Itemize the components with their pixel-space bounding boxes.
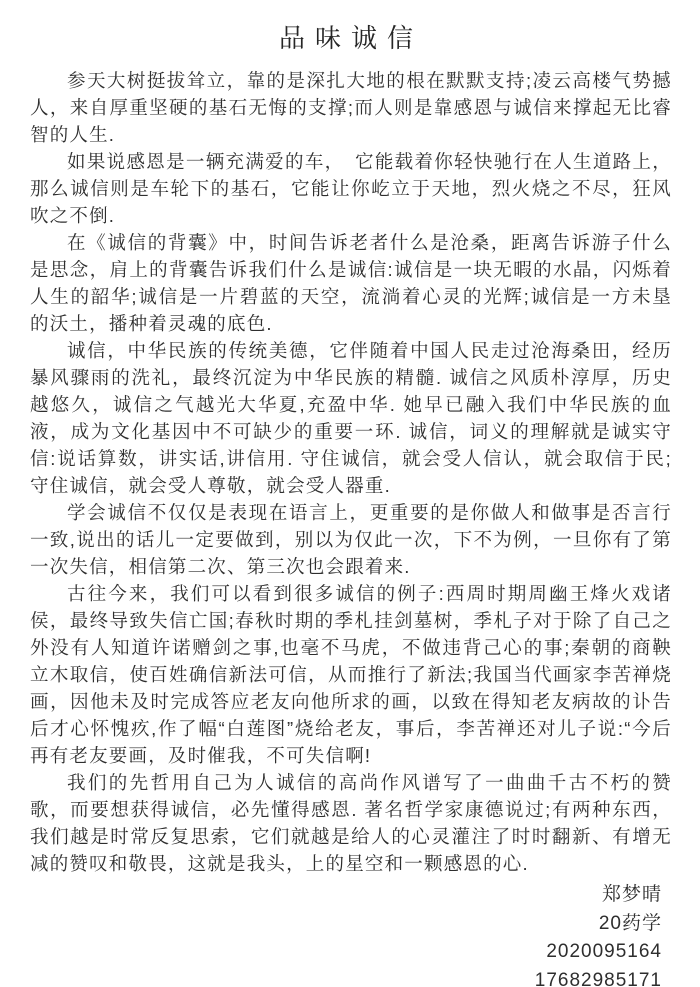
signature-name: 郑梦晴 <box>601 884 662 905</box>
signature-class: 20药学 <box>598 912 662 934</box>
signature-phone: 17682985171 <box>534 969 662 987</box>
essay-paragraph-7: 我们的先哲用自己为人诚信的高尚作风谱写了一曲曲千古不朽的赞歌，而要想获得诚信，必先懂得感恩. 著名哲学家康德说过;有两种东西，我们越是时常反复思索，它们就越是给人的心灵灌注了时时翻新、有增无减的赞叹和敬畏，这就是我头，上的星空和一颗感恩的心. <box>30 772 672 874</box>
essay-paragraph-5: 学会诚信不仅仅是表现在语言上，更重要的是你做人和做事是否言行一致,说出的话儿一定要做到，别以为仅此一次，下不为例，一旦你有了第一次失信，相信第二次、第三次也会跟着来. <box>30 502 672 577</box>
essay-paragraph-3: 在《诚信的背囊》中，时间告诉老者什么是沧桑，距离告诉游子什么是思念，肩上的背囊告诉我们什么是诚信:诚信是一块无暇的水晶，闪烁着人生的韶华;诚信是一片碧蓝的天空，流淌着心灵的光辉;诚信是一方未垦的沃土，播种着灵魂的底色. <box>30 232 672 334</box>
essay-body <box>30 67 672 877</box>
essay-paragraph-2: 如果说感恩是一辆充满爱的车， 它能载着你轻快驰行在人生道路上，那么诚信则是车轮下的基石，它能让你屹立于天地，烈火烧之不尽，狂风吹之不倒. <box>30 151 672 226</box>
signature-student-id: 2020095164 <box>546 941 662 962</box>
signature-block <box>30 881 672 987</box>
essay-paragraph-4: 诚信，中华民族的传统美德，它伴随着中国人民走过沧海桑田，经历暴风骤雨的洗礼，最终沉淀为中华民族的精髓. 诚信之风质朴淳厚，历史越悠久，诚信之气越光大华夏,充盈中华. 她早已融入我们中华民族的血液，成为文化基因中不可缺少的重要一环. 诚信，词义的理解就是诚实守信:说话算数，讲实话,讲信用. 守住诚信，就会受人信认，就会取信于民;守住诚信，就会受人尊敬，就会受人器重. <box>30 340 672 496</box>
essay-title: 品味诚信 <box>278 23 423 53</box>
essay-paragraph-1: 参天大树挺拔耸立，靠的是深扎大地的根在默默支持;凌云高楼气势撼人，来自厚重坚硬的基石无悔的支撑;而人则是靠感恩与诚信来撑起无比睿智的人生. <box>30 70 672 145</box>
essay-paragraph-6: 古往今来，我们可以看到很多诚信的例子:西周时期周幽王烽火戏诸侯，最终导致失信亡国;春秋时期的季札挂剑墓树，季札子对于除了自己之外没有人知道许诺赠剑之事,也毫不马虎，不做违背己心的事;秦朝的商鞅立木取信，使百姓确信新法可信，从而推行了新法;我国当代画家李苦禅烧画，因他未及时完成答应老友向他所求的画，以致在得知老友病故的讣告后才心怀愧疚,作了幅“白莲图”烧给老友，事后，李苦禅还对儿子说:“今后再有老友要画，及时催我，不可失信啊! <box>30 583 672 766</box>
